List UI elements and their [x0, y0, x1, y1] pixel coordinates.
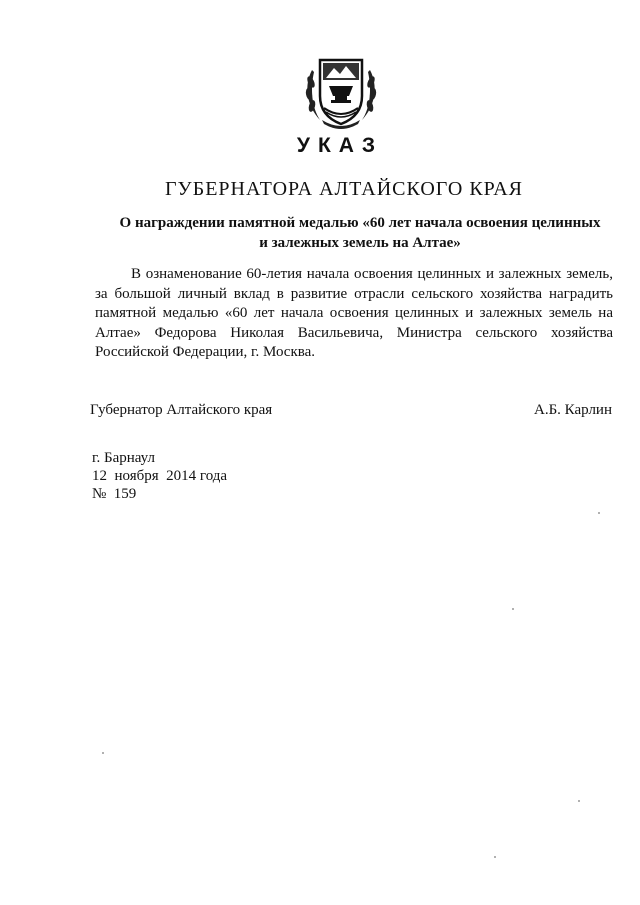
coat-of-arms-icon	[302, 50, 380, 132]
issuer-heading: ГУБЕРНАТОРА АЛТАЙСКОГО КРАЯ	[164, 178, 523, 200]
decree-number: № 159	[92, 486, 137, 502]
subject-line-1: О награждении памятной медалью «60 лет начала освоения целинных	[119, 215, 601, 231]
scan-speck	[494, 856, 496, 858]
decree-subject	[100, 213, 620, 253]
place-date-block	[92, 449, 227, 503]
decree-title: УКАЗ	[296, 134, 384, 157]
scan-speck	[598, 512, 600, 514]
scan-speck	[512, 608, 514, 610]
scan-speck	[102, 752, 104, 754]
issue-date: 12 ноября 2014 года	[92, 468, 228, 484]
signatory-name: А.Б. Карлин	[533, 402, 612, 418]
subject-line-2: и залежных земель на Алтае»	[259, 235, 461, 251]
signatory-title: Губернатор Алтайского края	[90, 402, 273, 418]
scan-speck	[578, 800, 580, 802]
decree-body: В ознаменование 60-летия начала освоения целинных и залежных земель, за большой личный вклад в развитие отрасли сельского хозяйства наградить памятной медалью «60 лет начала освоения целинных и залежных земель на Алтае» Федорова Николая Васильевича, Министра сельского хозяйства Российской Федерации, г. Москва.	[95, 266, 613, 360]
issue-place: г. Барнаул	[92, 450, 155, 466]
